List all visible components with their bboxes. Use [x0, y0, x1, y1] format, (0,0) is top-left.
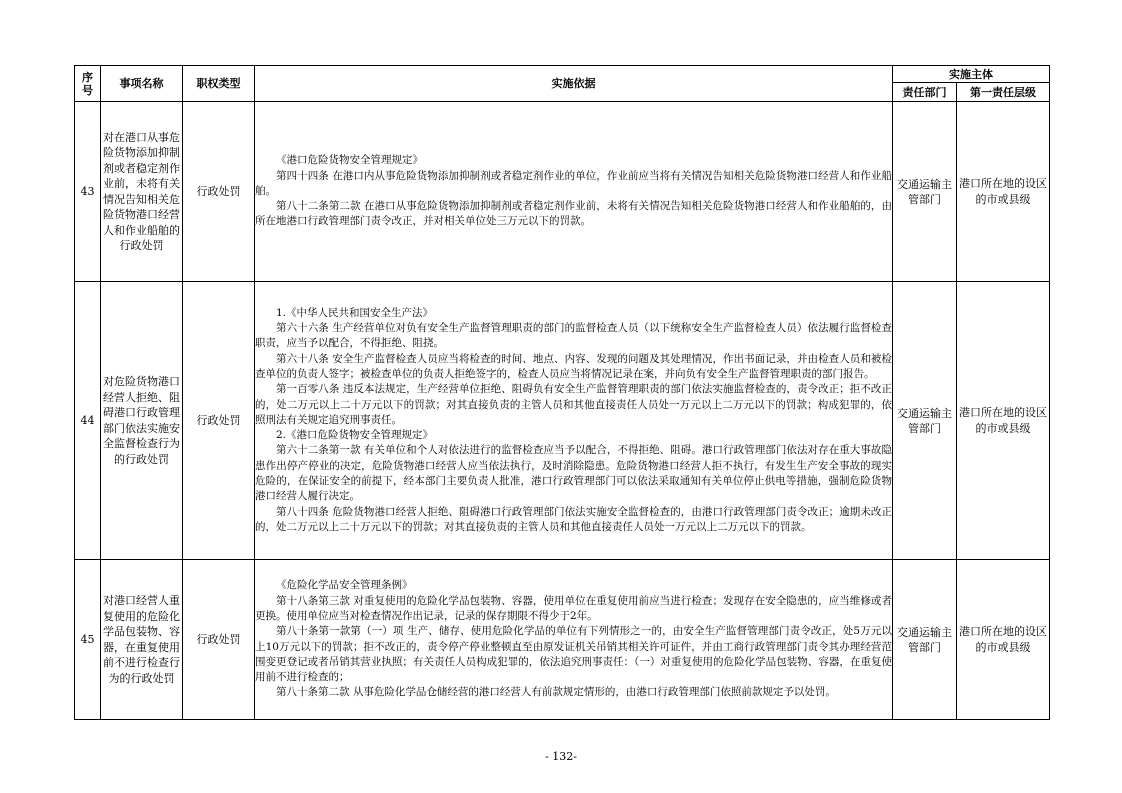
basis-line: 第十八条第三款 对重复使用的危险化学品包装物、容器，使用单位在重复使用前应当进行检查；发现存在安全隐患的，应当维修或者更换。使用单位应当对检查情况作出记录，记录的保存期限不得少于2年。 [255, 594, 892, 622]
row-name: 对危险货物港口经营人拒绝、阻碍港口行政管理部门依法实施安全监督检查行为的行政处罚 [101, 282, 183, 560]
basis-line: 2.《港口危险货物安全管理规定》 [276, 429, 434, 442]
header-dept: 责任部门 [893, 83, 957, 102]
row-level: 港口所在地的设区的市或县级 [957, 282, 1050, 560]
header-subject: 实施主体 [893, 66, 1050, 83]
page-number: - 132- [545, 750, 577, 763]
basis-line: 第六十八条 安全生产监督检查人员应当将检查的时间、地点、内容、发现的问题及其处理情况，作出书面记录，并由检查人员和被检查单位的负责人签字；被检查单位的负责人拒绝签字的，检查人员应当将情况记录在案，并向负有安全生产监督管理职责的部门报告。 [255, 352, 892, 380]
basis-line: 第八十二条第二款 在港口从事危险货物添加抑制剂或者稳定剂作业前，未将有关情况告知相关危险货物港口经营人和作业船舶的，由所在地港口行政管理部门责令改正，并对相关单位处三万元以下的罚款。 [255, 200, 892, 228]
basis-line: 《港口危险货物安全管理规定》 [276, 154, 423, 167]
basis-line: 第一百零八条 违反本法规定，生产经营单位拒绝、阻碍负有安全生产监督管理职责的部门依法实施监督检查的，责令改正；拒不改正的，处二万元以上二十万元以下的罚款；对其直接负责的主管人员和其他直接责任人员处一万元以上二万元以下的罚款；构成犯罪的，依照刑法有关规定追究刑事责任。 [255, 383, 892, 426]
row-seq: 43 [75, 102, 101, 282]
header-type: 职权类型 [183, 66, 255, 102]
row-name: 对港口经营人重复使用的危险化学品包装物、容器，在重复使用前不进行检查行为的行政处罚 [101, 560, 183, 720]
row-level: 港口所在地的设区的市或县级 [957, 102, 1050, 282]
basis-line: 《危险化学品安全管理条例》 [276, 579, 413, 592]
row-dept: 交通运输主管部门 [893, 102, 957, 282]
header-basis: 实施依据 [255, 66, 893, 102]
basis-line: 第四十四条 在港口内从事危险货物添加抑制剂或者稳定剂作业的单位，作业前应当将有关情况告知相关危险货物港口经营人和作业船舶。 [255, 169, 892, 197]
basis-line: 1.《中华人民共和国安全生产法》 [276, 306, 434, 319]
row-dept: 交通运输主管部门 [893, 282, 957, 560]
row-type: 行政处罚 [183, 560, 255, 720]
basis-line: 第八十四条 危险货物港口经营人拒绝、阻碍港口行政管理部门依法实施安全监督检查的，由港口行政管理部门责令改正；逾期未改正的，处二万元以上二十万元以下的罚款；对其直接负责的主管人员和其他直接责任人员处一万元以上二万元以下的罚款。 [255, 505, 892, 533]
row-basis [255, 102, 893, 282]
row-basis [255, 560, 893, 720]
table-row [75, 560, 1050, 720]
authority-table [74, 65, 1050, 720]
header-level: 第一责任层级 [957, 83, 1050, 102]
row-name: 对在港口从事危险货物添加抑制剂或者稳定剂作业前，未将有关情况告知相关危险货物港口经营人和作业船舶的行政处罚 [101, 102, 183, 282]
basis-line: 第八十条第一款第（一）项 生产、储存、使用危险化学品的单位有下列情形之一的，由安全生产监督管理部门责令改正，处5万元以上10万元以下的罚款；拒不改正的，责令停产停业整顿直至由原发证机关吊销其相关许可证件，并由工商行政管理部门责令其办理经营范围变更登记或者吊销其营业执照；有关责任人员构成犯罪的，依法追究刑事责任：（一）对重复使用的危险化学品包装物、容器，在重复使用前不进行检查的； [255, 625, 892, 684]
row-seq: 44 [75, 282, 101, 560]
row-seq: 45 [75, 560, 101, 720]
basis-line: 第八十条第二款 从事危险化学品仓储经营的港口经营人有前款规定情形的，由港口行政管理部门依照前款规定予以处罚。 [276, 686, 836, 699]
basis-line: 第六十六条 生产经营单位对负有安全生产监督管理职责的部门的监督检查人员（以下统称安全生产监督检查人员）依法履行监督检查职责，应当予以配合，不得拒绝、阻挠。 [255, 322, 892, 350]
table-row [75, 282, 1050, 560]
basis-line: 第六十二条第一款 有关单位和个人对依法进行的监督检查应当予以配合，不得拒绝、阻碍。港口行政管理部门依法对存在重大事故隐患作出停产停业的决定，危险货物港口经营人应当依法执行，及时消除隐患。危险货物港口经营人拒不执行，有发生生产安全事故的现实危险的，在保证安全的前提下，经本部门主要负责人批准，港口行政管理部门可以依法采取通知有关单位停止供电等措施，强制危险货物港口经营人履行决定。 [255, 444, 892, 503]
row-level: 港口所在地的设区的市或县级 [957, 560, 1050, 720]
table-row [75, 102, 1050, 282]
row-type: 行政处罚 [183, 282, 255, 560]
row-dept: 交通运输主管部门 [893, 560, 957, 720]
header-seq: 序号 [75, 66, 101, 102]
row-type: 行政处罚 [183, 102, 255, 282]
header-name: 事项名称 [101, 66, 183, 102]
row-basis [255, 282, 893, 560]
